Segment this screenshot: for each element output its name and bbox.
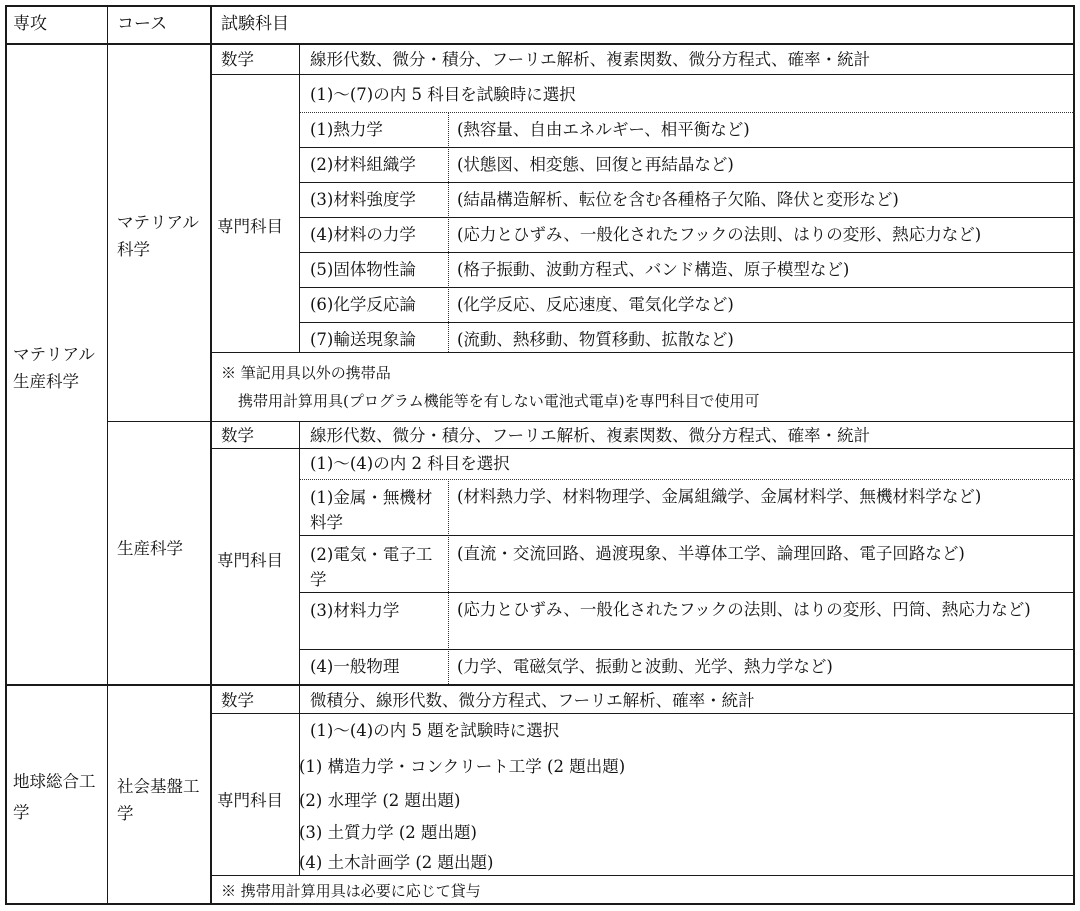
subject-name: (1)金属・無機材料学 [310,488,433,532]
subject-desc: (流動、熱移動、物質移動、拡散など) [457,330,734,349]
row-line [300,322,1075,323]
frame-right [1073,5,1075,905]
row-line [300,147,1075,148]
row-line [211,448,1075,449]
subject-name: (4)一般物理 [310,657,400,676]
major-material: マテリアル生産科学 [13,345,95,391]
subject-name: (3)材料強度学 [310,190,416,209]
row-line [300,287,1075,288]
category-specialized: 専門科目 [217,217,283,236]
note-calculator-loan: ※ 携帯用計算用具は必要に応じて貸与 [221,882,481,900]
row-dotted [300,112,1075,113]
row-line [211,875,1075,876]
selection-instruction: (1)～(7)の内 5 科目を試験時に選択 [310,85,576,104]
row-line [211,74,1075,75]
subject-desc: (材料熱力学、材料物理学、金属組織学、金属材料学、無機材料学など) [457,487,982,506]
frame-top [5,5,1075,7]
subject-desc: (化学反応、反応速度、電気化学など) [457,295,734,314]
subject-desc: (応力とひずみ、一般化されたフックの法則、はりの変形、熱応力など) [457,225,982,244]
selection-instruction: (1)～(4)の内 2 科目を選択 [310,454,510,473]
subject-name: (2)材料組織学 [310,155,416,174]
selection-instruction: (1)～(4)の内 5 題を試験時に選択 [310,721,560,740]
row-dotted [300,479,1075,480]
course-production-science: 生産科学 [117,539,183,558]
subject-desc: (格子振動、波動方程式、バンド構造、原子模型など) [457,260,850,279]
subject-desc: (力学、電磁気学、振動と波動、光学、熱力学など) [457,657,833,676]
course-material-science: マテリアル科学 [117,213,199,259]
subject-name: (6)化学反応論 [310,295,416,314]
category-math: 数学 [221,426,254,445]
frame-bottom [5,903,1075,905]
row-line [300,592,1075,593]
subject-name: (7)輸送現象論 [310,330,416,349]
category-math: 数学 [221,691,254,710]
subject-desc: (状態図、相変態、回復と再結晶など) [457,155,734,174]
row-line [300,252,1075,253]
subject-name: (5)固体物性論 [310,260,416,279]
major-divider [5,684,1075,686]
subject-desc: (応力とひずみ、一般化されたフックの法則、はりの変形、円筒、熱応力など) [457,600,1031,619]
note-items-allowed: ※ 筆記用具以外の携帯品 [221,364,391,382]
header-course: コース [117,14,168,34]
header-major: 専攻 [13,14,47,34]
header-bottom-line [5,43,1075,45]
subject-item: (4) 土木計画学 (2 題出題) [299,853,494,872]
major-earth-engineering: 地球総合工学 [13,772,96,822]
category-specialized: 専門科目 [217,551,283,570]
subject-name: (1)熱力学 [310,120,383,139]
col-line-course [210,5,212,905]
subject-name: (4)材料の力学 [310,225,416,244]
subject-item: (3) 土質力学 (2 題出題) [299,823,477,842]
row-line [300,649,1075,650]
row-line [211,352,1075,353]
frame-left [5,5,7,905]
col-line-category [299,422,300,684]
subject-desc: (直流・交流回路、過渡現象、半導体工学、論理回路、電子回路など) [457,544,965,563]
course-divider [108,421,1075,422]
row-line [211,713,1075,714]
math-subjects: 線形代数、微分・積分、フーリエ解析、複素関数、微分方程式、確率・統計 [310,426,871,445]
row-line [300,217,1075,218]
row-line [300,535,1075,536]
math-subjects: 線形代数、微分・積分、フーリエ解析、複素関数、微分方程式、確率・統計 [310,50,871,69]
col-line-category [299,45,300,352]
subject-desc: (結晶構造解析、転位を含む各種格子欠陥、降伏と変形など) [457,190,899,209]
course-civil-engineering: 社会基盤工学 [117,777,200,823]
subject-desc: (熱容量、自由エネルギー、相平衡など) [457,120,750,139]
col-line-major [107,5,108,905]
note-calculator: 携帯用計算用具(プログラム機能等を有しない電池式電卓)を専門科目で使用可 [238,392,760,410]
subject-name: (3)材料力学 [310,601,400,620]
subject-item: (1) 構造力学・コンクリート工学 (2 題出題) [299,757,626,776]
subject-name: (2)電気・電子工学 [310,545,433,589]
col-dotted-desc [448,479,449,684]
category-specialized: 専門科目 [217,791,283,810]
header-subjects: 試験科目 [221,14,289,34]
exam-subjects-table [5,5,1075,905]
row-line [300,182,1075,183]
math-subjects: 微積分、線形代数、微分方程式、フーリエ解析、確率・統計 [310,691,755,710]
col-dotted-desc [448,112,449,352]
category-math: 数学 [221,50,254,69]
subject-item: (2) 水理学 (2 題出題) [299,791,461,810]
